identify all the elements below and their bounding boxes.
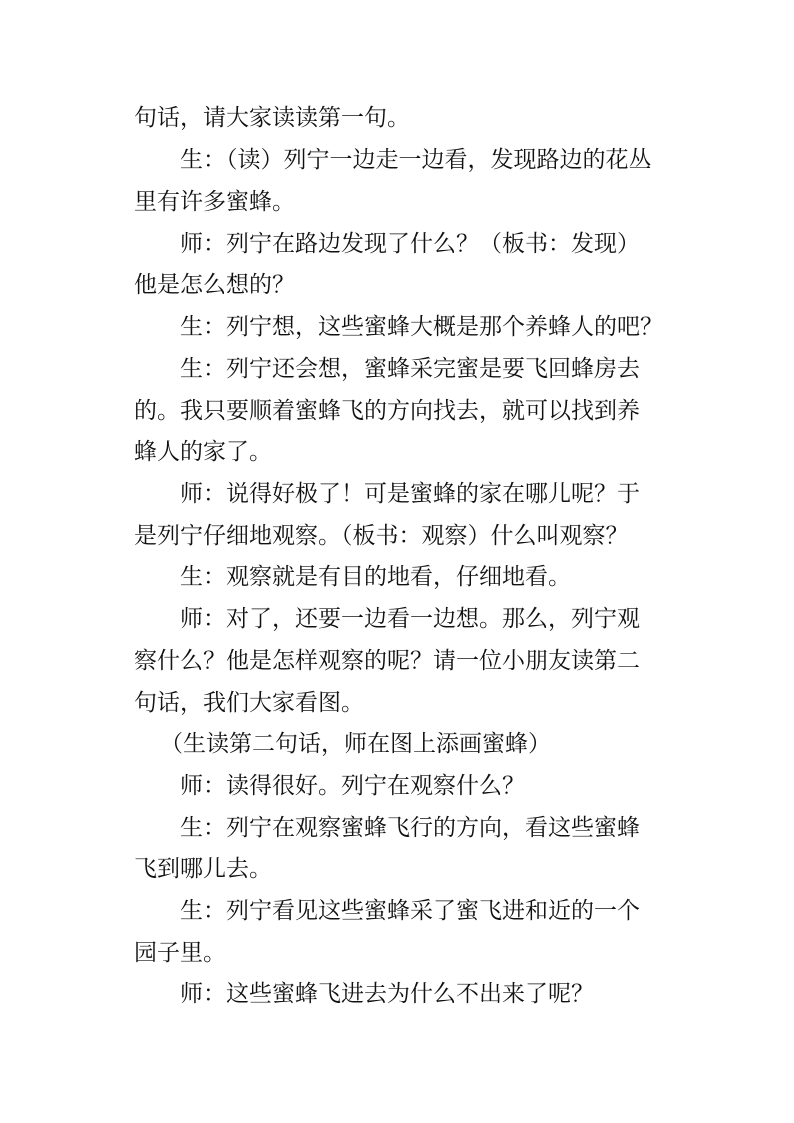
text-line: 生：（读）列宁一边走一边看，发现路边的花丛 [180, 147, 652, 173]
text-line: 生：列宁想，这些蜜蜂大概是那个养蜂人的吧？ [180, 314, 663, 340]
text-line: 生：列宁还会想，蜜蜂采完蜜是要飞回蜂房去 [180, 356, 640, 382]
text-line: 是列宁仔细地观察。（板书：观察）什么叫观察？ [134, 523, 629, 549]
text-line: 生：列宁在观察蜜蜂飞行的方向，看这些蜜蜂 [180, 815, 640, 841]
text-line: 他是怎么想的？ [134, 272, 295, 298]
text-line: 师：说得好极了！可是蜜蜂的家在哪儿呢？于 [180, 481, 640, 507]
text-line: 园子里。 [134, 940, 226, 966]
text-line: 句话，我们大家看图。 [134, 690, 364, 716]
text-line: 里有许多蜜蜂。 [134, 189, 295, 215]
text-line: 的。我只要顺着蜜蜂飞的方向找去，就可以找到养 [134, 398, 640, 424]
text-line: 察什么？他是怎样观察的呢？请一位小朋友读第二 [134, 648, 640, 674]
text-line: （生读第二句话，师在图上添画蜜蜂） [160, 731, 551, 757]
text-line: 蜂人的家了。 [134, 439, 272, 465]
text-line: 师：列宁在路边发现了什么？（板书：发现） [180, 231, 640, 257]
text-line: 生：列宁看见这些蜜蜂采了蜜飞进和近的一个 [180, 898, 640, 924]
text-line: 生：观察就是有目的地看，仔细地看。 [180, 564, 571, 590]
text-line: 师：对了，还要一边看一边想。那么，列宁观 [180, 606, 640, 632]
text-line: 师：读得很好。列宁在观察什么？ [180, 773, 525, 799]
text-line: 师：这些蜜蜂飞进去为什么不出来了呢？ [180, 981, 594, 1007]
text-line: 句话，请大家读读第一句。 [134, 105, 410, 131]
text-line: 飞到哪儿去。 [134, 856, 272, 882]
